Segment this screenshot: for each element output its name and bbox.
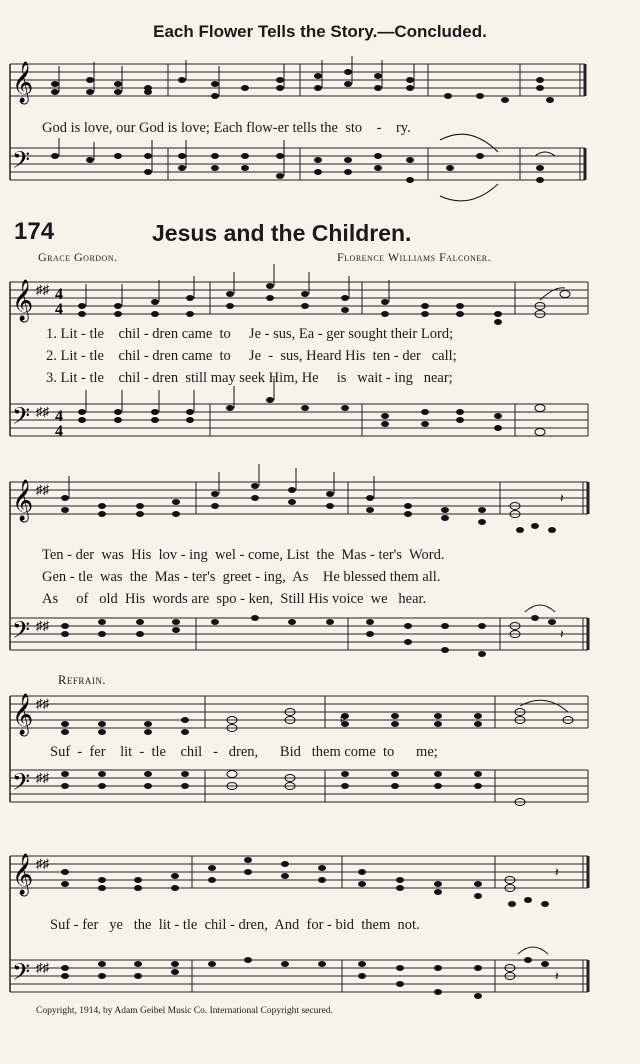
lyric-verse-1: 1. Lit - tle chil - dren came to Je - sus, Ea - ger sought their Lord; [46, 326, 454, 342]
svg-text:♯♯: ♯♯ [36, 696, 49, 711]
svg-text:𝄢: 𝄢 [12, 958, 31, 991]
svg-text:𝄞: 𝄞 [12, 854, 34, 895]
svg-text:𝄢: 𝄢 [12, 402, 31, 435]
lyric-refrain: Suf - fer lit - tle chil - dren, Bid them come to me; [50, 744, 438, 760]
svg-text:𝄽: 𝄽 [560, 627, 564, 641]
lyric-verse-2: 2. Lit - tle chil - dren came to Je - sus, Heard His ten - der call; [46, 348, 457, 364]
lyric-verse-2: Gen - tle was the Mas - ter's greet - ing, As He blessed them all. [42, 569, 441, 585]
svg-text:4: 4 [55, 423, 63, 440]
svg-text:𝄞: 𝄞 [12, 280, 34, 321]
continued-title: Each Flower Tells the Story.—Concluded. [153, 22, 487, 41]
svg-text:𝄽: 𝄽 [560, 491, 564, 505]
music-credit: Florence Williams Falconer. [337, 250, 492, 264]
svg-text:𝄢: 𝄢 [12, 768, 31, 801]
words-credit: Grace Gordon. [38, 250, 118, 264]
svg-text:𝄽: 𝄽 [555, 865, 559, 879]
svg-text:𝄽: 𝄽 [555, 969, 559, 983]
lyric-verse-3: 3. Lit - tle chil - dren still may seek Him, He is wait - ing near; [46, 370, 453, 386]
svg-text:4: 4 [55, 408, 63, 425]
svg-text:4: 4 [55, 301, 63, 318]
svg-text:𝄞: 𝄞 [12, 694, 34, 735]
lyric-verse-3: As of old His words are spo - ken, Still His voice we hear. [42, 591, 427, 607]
svg-text:♯♯: ♯♯ [36, 770, 49, 785]
svg-text:𝄢: 𝄢 [12, 616, 31, 649]
lyric-verse-1: Ten - der was His lov - ing wel - come, List the Mas - ter's Word. [42, 547, 445, 563]
hymn-number: 174 [14, 218, 55, 245]
lyric-line: God is love, our God is love; Each flow-er tells the sto - ry. [42, 120, 411, 136]
copyright-notice: Copyright, 1914, by Adam Geibel Music Co. International Copyright secured. [36, 1006, 333, 1016]
svg-text:𝄞: 𝄞 [12, 62, 34, 103]
svg-text:♯♯: ♯♯ [36, 482, 49, 497]
refrain-label: Refrain. [58, 673, 106, 687]
hymn-title: Jesus and the Children. [152, 220, 412, 246]
svg-text:♯♯: ♯♯ [36, 282, 49, 297]
svg-text:♯♯: ♯♯ [36, 404, 49, 419]
staff-system-1 [0, 56, 640, 226]
svg-text:♯♯: ♯♯ [36, 960, 49, 975]
svg-text:♯♯: ♯♯ [36, 856, 49, 871]
lyric-refrain: Suf - fer ye the lit - tle chil - dren, And for - bid them not. [50, 917, 420, 933]
svg-text:4: 4 [55, 286, 63, 303]
svg-text:𝄞: 𝄞 [12, 480, 34, 521]
svg-text:𝄢: 𝄢 [12, 146, 31, 179]
svg-text:♯: ♯ [340, 713, 346, 725]
svg-text:♯♯: ♯♯ [36, 618, 49, 633]
